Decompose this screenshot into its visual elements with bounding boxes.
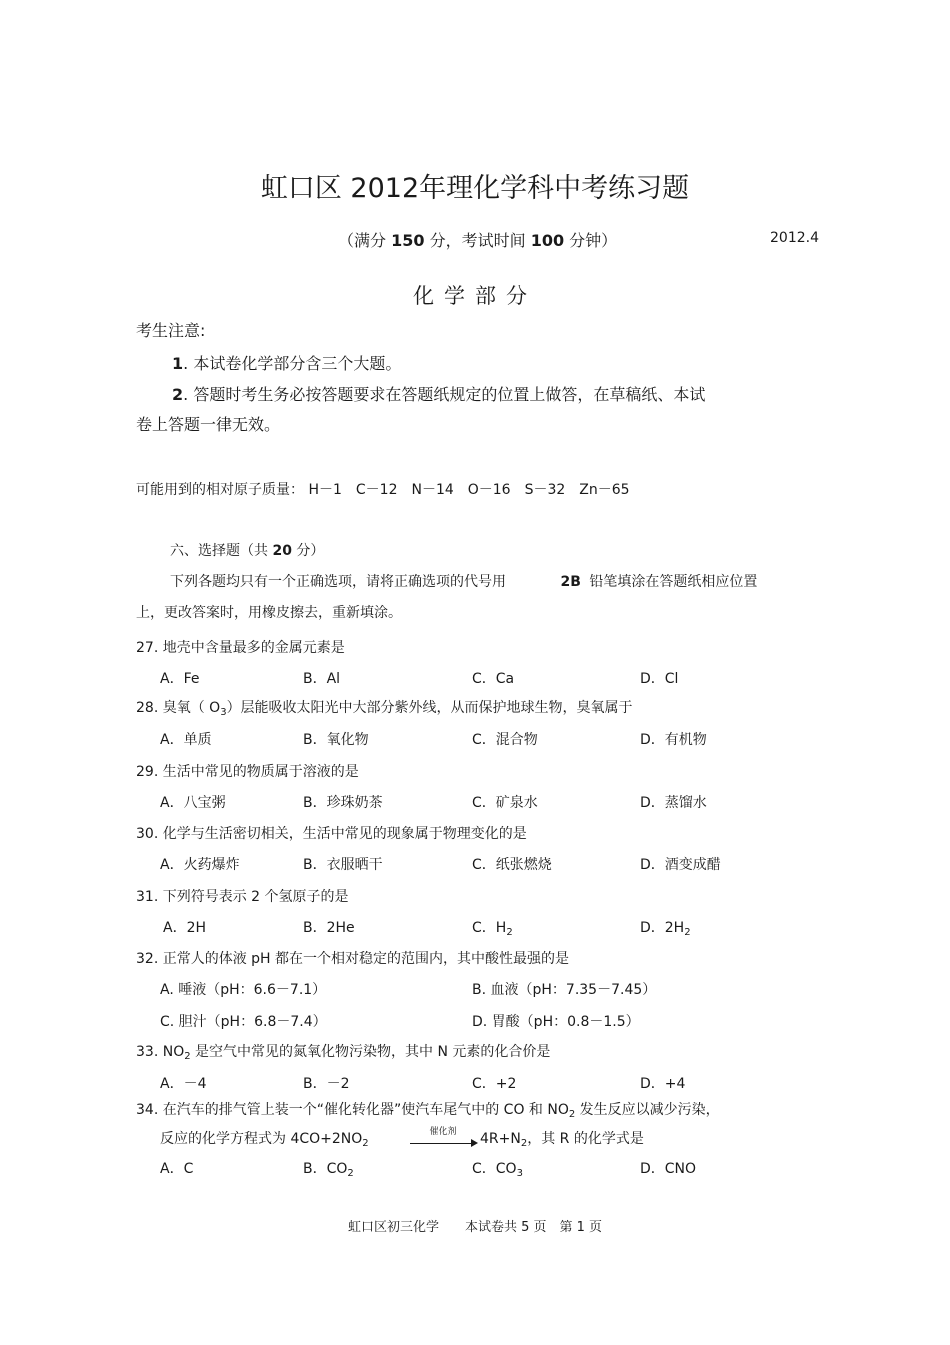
notice-item-1: 1. 本试卷化学部分含三个大题。 xyxy=(172,354,402,373)
q29-option-c: C．矿泉水 xyxy=(472,795,538,811)
q33-option-d: D．+4 xyxy=(640,1076,686,1092)
q32-option-c: C. 胆汁（pH：6.8－7.4） xyxy=(160,1014,327,1030)
q34-option-a: A．C xyxy=(160,1161,194,1177)
question-34-equation-right: $4R+N_2$，其 R 的化学式是 xyxy=(480,1131,644,1149)
question-33: 33. $NO_2$ 是空气中常见的氮氧化物污染物，其中 N 元素的化合价是 xyxy=(136,1044,551,1062)
q33-option-b: B．－2 xyxy=(303,1076,350,1092)
atomic-mass-line: 可能用到的相对原子质量： H－1 C－12 N－14 O－16 S－32 Zn－65 xyxy=(136,482,630,498)
q29-option-b: B．珍珠奶茶 xyxy=(303,795,383,811)
part6-instructions-cont: 上，更改答案时，用橡皮擦去，重新填涂。 xyxy=(136,605,402,621)
notice-heading: 考生注意: xyxy=(136,321,206,340)
notice-item-2: 2. 答题时考生务必按答题要求在答题纸规定的位置上做答，在草稿纸、本试 xyxy=(172,385,706,404)
question-29: 29. 生活中常见的物质属于溶液的是 xyxy=(136,764,359,780)
question-30: 30. 化学与生活密切相关，生活中常见的现象属于物理变化的是 xyxy=(136,826,527,842)
question-27: 27. 地壳中含量最多的金属元素是 xyxy=(136,640,345,656)
q31-option-c: C．$H_2$ xyxy=(472,920,513,938)
question-32: 32. 正常人的体液 pH 都在一个相对稳定的范围内，其中酸性最强的是 xyxy=(136,951,570,967)
q31-option-d: D．$2H_2$ xyxy=(640,920,691,938)
q29-option-d: D．蒸馏水 xyxy=(640,795,707,811)
question-31: 31. 下列符号表示 2 个氢原子的是 xyxy=(136,889,349,905)
q28-option-b: B．氧化物 xyxy=(303,732,369,748)
q27-option-d: D．Cl xyxy=(640,671,679,687)
q32-option-d: D. 胃酸（pH：0.8－1.5） xyxy=(472,1014,640,1030)
section-title: 化学部分 xyxy=(413,284,537,308)
catalyst-label: 催化剂 xyxy=(429,1127,457,1137)
q27-option-a: A．Fe xyxy=(160,671,200,687)
exam-date: 2012.4 xyxy=(770,230,819,246)
q33-option-a: A．－4 xyxy=(160,1076,207,1092)
catalyst-arrow xyxy=(410,1124,476,1144)
q33-option-c: C．+2 xyxy=(472,1076,517,1092)
question-34-equation-left: 反应的化学方程式为 $4CO+2NO_2$ xyxy=(160,1131,369,1149)
q30-option-a: A．火药爆炸 xyxy=(160,857,240,873)
exam-info: （满分 150 分，考试时间 100 分钟） xyxy=(338,231,618,250)
reaction-arrow xyxy=(410,1143,476,1144)
q31-option-a: A．2H xyxy=(163,920,207,936)
page-footer: 虹口区初三化学 本试卷共 5 页 第 1 页 xyxy=(347,1220,603,1235)
page-title: 虹口区 2012年理化学科中考练习题 xyxy=(260,173,690,204)
part6-instructions: 下列各题均只有一个正确选项，请将正确选项的代号用 2B 铅笔填涂在答题纸相应位置 xyxy=(170,574,758,590)
q32-option-b: B. 血液（pH：7.35－7.45） xyxy=(472,982,657,998)
part6-heading: 六、选择题（共 20 分） xyxy=(170,543,325,559)
q34-option-d: D．CNO xyxy=(640,1161,697,1177)
q28-option-d: D．有机物 xyxy=(640,732,707,748)
q29-option-a: A．八宝粥 xyxy=(160,795,226,811)
q32-option-a: A. 唾液（pH：6.6－7.1） xyxy=(160,982,327,998)
question-34: 34. 在汽车的排气管上装一个“催化转化器”使汽车尾气中的 CO 和 $NO_2$ 发生反应以减少污染， xyxy=(136,1102,720,1120)
question-28: 28. 臭氧（ $O_3$）层能吸收太阳光中大部分紫外线，从而保护地球生物，臭氧属于 xyxy=(136,700,633,718)
q28-option-a: A．单质 xyxy=(160,732,212,748)
notice-item-2-cont: 卷上答题一律无效。 xyxy=(136,415,281,434)
q34-option-b: B．$CO_2$ xyxy=(303,1161,354,1179)
q30-option-b: B．衣服晒干 xyxy=(303,857,383,873)
q30-option-d: D．酒变成醋 xyxy=(640,857,721,873)
q27-option-b: B．Al xyxy=(303,671,341,687)
q27-option-c: C．Ca xyxy=(472,671,515,687)
q34-option-c: C．$CO_3$ xyxy=(472,1161,523,1179)
q30-option-c: C．纸张燃烧 xyxy=(472,857,552,873)
q28-option-c: C．混合物 xyxy=(472,732,538,748)
q31-option-b: B．2He xyxy=(303,920,355,936)
